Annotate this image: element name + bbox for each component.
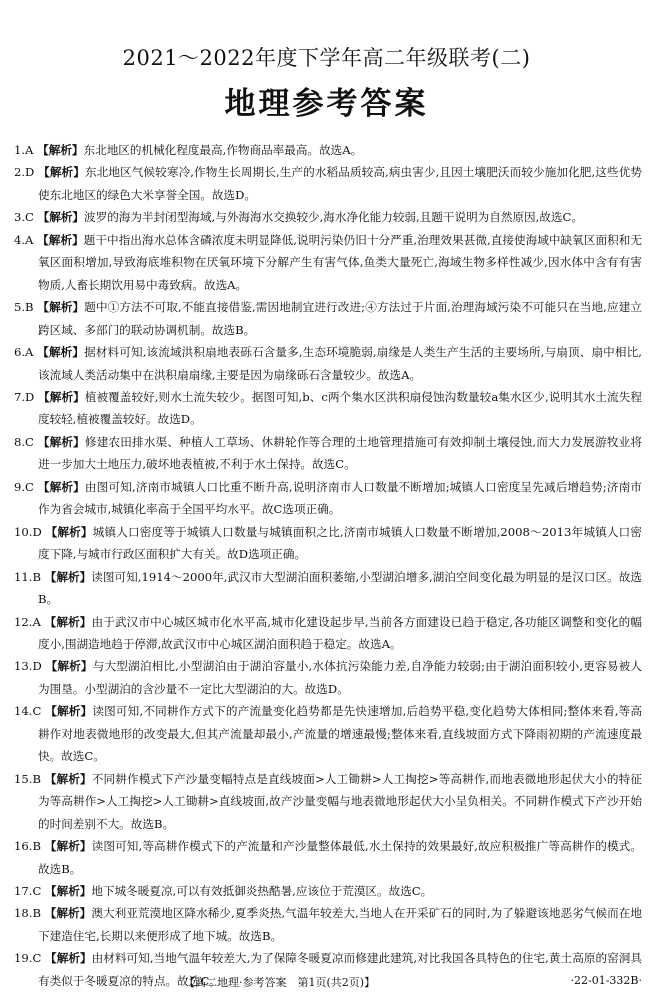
analysis-text: 澳大利亚荒漠地区降水稀少,夏季炎热,气温年较差大,当地人在开采矿石的同时,为了躲避该地恶劣气候而在地下建造住宅,长期以来便形成了地下城。故选B。: [38, 906, 642, 943]
answer-number: 18.B: [14, 906, 41, 921]
answer-item: [14, 476, 642, 521]
analysis-tag: 【解析】: [45, 659, 93, 674]
analysis-tag: 【解析】: [44, 839, 92, 854]
answer-number: 6.A: [14, 345, 34, 360]
answer-item: [14, 655, 642, 700]
answer-number: 1.A: [14, 143, 34, 157]
analysis-text: 读图可知,等高耕作模式下的产流量和产沙量整体最低,水土保持的效果最好,故应积极推广等高耕作的模式。故选B。: [38, 839, 642, 876]
analysis-text: 由材料可知,当地气温年较差大,为了保障冬暖夏凉而修建此建筑,对比我国各具特色的住宅,黄土高原的窑洞具有类似于冬暖夏凉的特点。故选C。: [38, 951, 642, 988]
analysis-text: 东北地区气候较寒冷,作物生长周期长,生产的水稻品质较高,病虫害少,且因土壤肥沃而较少施加化肥,这些优势使东北地区的绿色大米享誉全国。故选D。: [38, 165, 642, 202]
answer-number: 4.A: [14, 232, 34, 247]
answer-item: [14, 386, 642, 431]
answer-number: 12.A: [14, 614, 41, 629]
analysis-text: 由于武汉市中心城区城市化水平高,城市化建设起步早,当前各方面建设已趋于稳定,各功能区调整和变化的幅度小,围湖造地趋于停滞,故武汉市中心城区湖泊面积趋于稳定。故选A。: [38, 614, 642, 651]
analysis-tag: 【解析】: [45, 883, 92, 898]
answer-key-title: 地理参考答案: [224, 86, 429, 122]
answer-number: 15.B: [14, 771, 41, 786]
answer-number: 5.B: [14, 300, 34, 315]
analysis-text: 题中①方法不可取,不能直接借鉴,需因地制宜进行改进;④方法过于片面,治理海域污染不可能只在当地,应建立跨区域、多部门的联动协调机制。故选B。: [38, 300, 642, 337]
answer-number: 9.C: [14, 479, 34, 494]
footer-page-info: 【高二地理·参考答案 第1页(共2页)】: [184, 976, 376, 989]
answer-item: [14, 521, 642, 566]
analysis-tag: 【解析】: [44, 614, 92, 629]
analysis-tag: 【解析】: [37, 479, 85, 494]
analysis-tag: 【解析】: [38, 165, 85, 180]
analysis-text: 城镇人口密度等于城镇人口数量与城镇面积之比,济南市城镇人口数量不断增加,2008～2013年城镇人口密度下降,与城市行政区面积扩大有关。故D选项正确。: [38, 524, 643, 562]
analysis-text: 波罗的海为半封闭型海域,与外海海水交换较少,海水净化能力较弱,且题干说明为自然原因,故选C。: [84, 210, 583, 225]
answer-number: 8.C: [14, 434, 34, 449]
answer-item: [14, 161, 642, 206]
analysis-text: 与大型湖泊相比,小型湖泊由于湖泊容量小,水体抗污染能力差,自净能力较弱;由于湖泊面积较小,更容易被人为围垦。小型湖泊的含沙量不一定比大型湖泊的大。故选D。: [38, 659, 642, 696]
answer-item: [14, 700, 642, 767]
answer-item: [14, 206, 642, 228]
answer-number: 19.C: [14, 951, 42, 966]
answer-item: [14, 296, 642, 341]
answer-item: [14, 341, 642, 386]
answer-item: [14, 611, 642, 656]
analysis-tag: 【解析】: [38, 389, 85, 404]
answer-number: 10.D: [14, 524, 42, 539]
analysis-text: 据材料可知,该流域洪积扇地表砾石含量多,生态环境脆弱,扇缘是人类生产生活的主要场所,与扇顶、扇中相比,该流域人类活动集中在洪积扇扇缘,主要是因为扇缘砾石含量较少。故选A。: [38, 345, 642, 382]
answer-number: 17.C: [14, 883, 42, 898]
answer-number: 16.B: [14, 839, 41, 854]
analysis-text: 读图可知,1914～2000年,武汉市大型湖泊面积萎缩,小型湖泊增多,湖泊空间变化最为明显的是汉口区。故选B。: [38, 569, 642, 607]
analysis-text: 题干中指出海水总体含磷浓度未明显降低,说明污染仍旧十分严重,治理效果甚微,直接使海域中缺氧区面积和无氧区面积增加,导致海底堆积物在厌氧环境下分解产生有害气体,鱼类大量死亡,海域生物多样性减少,因水体中含有有害物质,人畜长期饮用易中毒致病。故选A。: [38, 232, 642, 292]
answer-number: 13.D: [14, 659, 42, 674]
answer-item: [14, 431, 642, 476]
answer-number: 3.C: [14, 210, 34, 225]
analysis-tag: 【解析】: [44, 771, 92, 786]
footer-code: ·22-01-332B·: [570, 974, 642, 987]
answer-item: [14, 139, 642, 161]
analysis-tag: 【解析】: [44, 569, 92, 584]
answer-number: 14.C: [14, 704, 42, 719]
answer-number: 2.D: [14, 165, 35, 180]
analysis-tag: 【解析】: [37, 143, 84, 157]
exam-title: 2021～2022年度下学年高二年级联考(二): [122, 46, 531, 70]
analysis-tag: 【解析】: [45, 704, 93, 719]
analysis-text: 读图可知,不同耕作方式下的产流量变化趋势都是先快速增加,后趋势平稳,变化趋势大体相同;整体来看,等高耕作对地表微地形的改变最大,但其产流量却最小,产流量的增速最慢;整体来看,直线坡面方式下降雨初期的产流速度最快。故选C。: [38, 704, 642, 764]
answer-item: [14, 880, 642, 902]
analysis-text: 地下城冬暖夏凉,可以有效抵御炎热酷暑,应该位于荒漠区。故选C。: [91, 883, 433, 898]
analysis-text: 植被覆盖较好,则水土流失较少。据图可知,b、c两个集水区洪积扇侵蚀沟数量较a集水区少,说明其水土流失程度较轻,植被覆盖较好。故选D。: [38, 389, 642, 427]
analysis-tag: 【解析】: [45, 524, 93, 539]
answer-number: 11.B: [14, 569, 41, 584]
analysis-tag: 【解析】: [37, 345, 85, 360]
analysis-text: 东北地区的机械化程度最高,作物商品率最高。故选A。: [83, 143, 363, 157]
analysis-tag: 【解析】: [44, 906, 92, 921]
answer-list: [14, 139, 642, 992]
answer-item: [14, 566, 642, 611]
analysis-text: 修建农田排水渠、种植人工草场、休耕轮作等合理的土地管理措施可有效抑制土壤侵蚀,而大力发展游牧业将进一步加大土地压力,破坏地表植被,不利于水土保持。故选C。: [38, 434, 642, 472]
answer-item: [14, 835, 642, 880]
answer-item: [14, 229, 642, 296]
answer-item: [14, 902, 642, 947]
analysis-tag: 【解析】: [45, 951, 92, 966]
analysis-tag: 【解析】: [37, 232, 84, 247]
analysis-tag: 【解析】: [37, 210, 85, 225]
answer-number: 7.D: [14, 389, 35, 404]
analysis-tag: 【解析】: [37, 434, 85, 449]
analysis-text: 不同耕作模式下产沙量变幅特点是直线坡面>人工锄耕>人工掏挖>等高耕作,而地表微地形起伏大小的特征为等高耕作>人工掏挖>人工锄耕>直线坡面,故产沙量变幅与地表微地形起伏大小呈负相关。不同耕作模式下产沙开始的时间差别不大。故选B。: [38, 771, 642, 831]
answer-item: [14, 768, 642, 835]
analysis-text: 由图可知,济南市城镇人口比重不断升高,说明济南市人口数量不断增加;城镇人口密度呈先减后增趋势;济南市作为省会城市,城镇化率高于全国平均水平。故C选项正确。: [38, 479, 642, 517]
analysis-tag: 【解析】: [37, 300, 85, 315]
